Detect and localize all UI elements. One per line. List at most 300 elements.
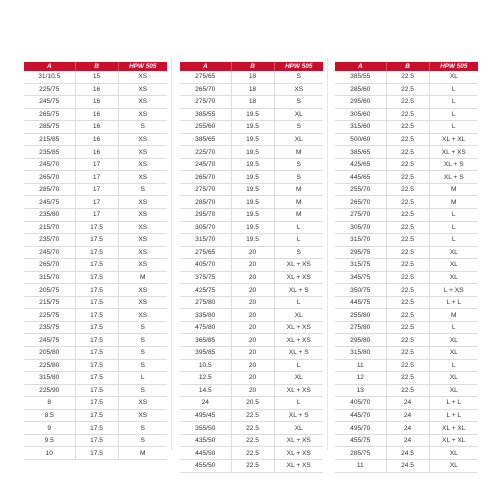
cell-size-a: 275/80 (335, 321, 386, 334)
cell-size-b: 17.5 (75, 434, 118, 447)
cell-size-b: 19.5 (231, 221, 274, 234)
cell-size-a: 285/70 (180, 196, 231, 209)
cell-size-a: 455/50 (180, 459, 231, 472)
table-row (335, 71, 478, 83)
cell-size-b: 22.5 (386, 284, 429, 297)
cell-hpw-505: XS (118, 146, 167, 159)
cell-hpw-505: XS (118, 158, 167, 171)
table-header-row (180, 62, 323, 71)
cell-hpw-505: XL (429, 246, 478, 259)
cell-hpw-505: S (118, 384, 167, 397)
cell-size-b: 16 (75, 121, 118, 134)
column-header-hpw: HPW 505 (274, 62, 323, 71)
cell-size-b: 18 (231, 96, 274, 109)
table-row (335, 209, 478, 222)
cell-size-a: 500/60 (335, 133, 386, 146)
cell-size-b: 22.5 (386, 83, 429, 96)
column-header-b: B (231, 62, 274, 71)
cell-size-b: 22.5 (386, 334, 429, 347)
cell-hpw-505: XL (429, 259, 478, 272)
cell-hpw-505: L (429, 96, 478, 109)
cell-size-b: 17.5 (75, 359, 118, 372)
cell-size-a: 255/60 (180, 121, 231, 134)
table-header-row (24, 62, 167, 71)
table-row (335, 221, 478, 234)
cell-size-b: 19.5 (231, 183, 274, 196)
table-row (180, 271, 323, 284)
table-row (335, 359, 478, 372)
column-header-b: B (386, 62, 429, 71)
table-row (335, 171, 478, 184)
cell-size-a: 245/70 (24, 158, 75, 171)
cell-size-b: 17.5 (75, 397, 118, 410)
table-row (180, 284, 323, 297)
cell-hpw-505: L (429, 321, 478, 334)
cell-hpw-505: L + L (429, 296, 478, 309)
cell-hpw-505: XS (118, 259, 167, 272)
cell-size-b: 24 (386, 397, 429, 410)
cell-hpw-505: L (429, 108, 478, 121)
cell-size-b: 20 (231, 334, 274, 347)
cell-hpw-505: XS (118, 171, 167, 184)
cell-hpw-505: XL + XS (274, 434, 323, 447)
cell-hpw-505: XS (118, 96, 167, 109)
cell-hpw-505: L (274, 221, 323, 234)
cell-hpw-505: L (274, 397, 323, 410)
table-row (24, 372, 167, 385)
cell-size-b: 20 (231, 271, 274, 284)
cell-size-a: 265/70 (180, 83, 231, 96)
cell-size-b: 20 (231, 372, 274, 385)
table-row (24, 334, 167, 347)
table-row (335, 234, 478, 247)
table-row (335, 372, 478, 385)
column-header-hpw: HPW 505 (118, 62, 167, 71)
cell-hpw-505: XL (429, 384, 478, 397)
cell-size-a: 265/70 (24, 171, 75, 184)
cell-hpw-505: XL + S (274, 409, 323, 422)
cell-hpw-505: XL (274, 309, 323, 322)
cell-hpw-505: XL + S (429, 158, 478, 171)
table-row (335, 96, 478, 109)
table-row (335, 83, 478, 96)
cell-hpw-505: XL (429, 347, 478, 360)
table-row (24, 321, 167, 334)
cell-hpw-505: XL + S (429, 171, 478, 184)
cell-hpw-505: S (118, 347, 167, 360)
cell-size-b: 17.5 (75, 246, 118, 259)
cell-size-b: 17 (75, 209, 118, 222)
cell-size-a: 255/70 (335, 183, 386, 196)
column-header-b: B (75, 62, 118, 71)
table-row (180, 259, 323, 272)
column-divider-right (327, 58, 328, 450)
cell-size-a: 335/80 (180, 309, 231, 322)
cell-size-b: 22.5 (386, 259, 429, 272)
cell-size-a: 9 (24, 422, 75, 435)
table-row (335, 271, 478, 284)
cell-size-a: 285/70 (24, 183, 75, 196)
cell-size-b: 22.5 (386, 108, 429, 121)
cell-hpw-505: XS (118, 397, 167, 410)
cell-size-a: 245/75 (24, 96, 75, 109)
cell-size-b: 17.5 (75, 284, 118, 297)
table-row (24, 309, 167, 322)
table-row (24, 108, 167, 121)
cell-hpw-505: S (118, 183, 167, 196)
cell-size-a: 275/65 (180, 246, 231, 259)
table-row (180, 83, 323, 96)
cell-size-a: 295/75 (335, 246, 386, 259)
cell-hpw-505: L (274, 296, 323, 309)
cell-size-b: 19.5 (231, 234, 274, 247)
cell-hpw-505: XL (429, 447, 478, 460)
cell-size-a: 275/65 (180, 71, 231, 83)
table-row (180, 372, 323, 385)
table-row (335, 459, 478, 472)
table-row (180, 196, 323, 209)
cell-size-b: 17.5 (75, 384, 118, 397)
cell-size-a: 350/75 (335, 284, 386, 297)
cell-size-b: 17.5 (75, 234, 118, 247)
cell-hpw-505: XL (429, 459, 478, 472)
table-row (24, 271, 167, 284)
cell-size-a: 205/80 (24, 347, 75, 360)
cell-size-a: 235/75 (24, 321, 75, 334)
cell-size-b: 19.5 (231, 171, 274, 184)
table-row (180, 459, 323, 472)
cell-size-b: 17 (75, 183, 118, 196)
cell-size-b: 20 (231, 309, 274, 322)
cell-size-b: 15 (75, 71, 118, 83)
cell-size-a: 14.5 (180, 384, 231, 397)
cell-hpw-505: XS (118, 196, 167, 209)
table-row (335, 321, 478, 334)
cell-size-b: 22.5 (386, 221, 429, 234)
cell-size-a: 345/75 (335, 271, 386, 284)
table-row (335, 334, 478, 347)
table-row (24, 246, 167, 259)
cell-hpw-505: S (118, 359, 167, 372)
table-row (180, 96, 323, 109)
table-row (180, 309, 323, 322)
cell-size-b: 17.5 (75, 309, 118, 322)
cell-size-b: 22.5 (231, 447, 274, 460)
cell-size-a: 275/80 (180, 296, 231, 309)
cell-size-a: 495/45 (180, 409, 231, 422)
cell-size-a: 245/70 (180, 158, 231, 171)
cell-size-b: 16 (75, 133, 118, 146)
cell-size-a: 305/60 (335, 108, 386, 121)
cell-hpw-505: XL (429, 71, 478, 83)
cell-size-a: 445/70 (335, 409, 386, 422)
table-row (335, 121, 478, 134)
cell-hpw-505: L (429, 209, 478, 222)
cell-size-b: 20 (231, 296, 274, 309)
table-row (24, 71, 167, 83)
cell-size-b: 22.5 (386, 158, 429, 171)
cell-hpw-505: L (429, 221, 478, 234)
cell-hpw-505: L + L (429, 409, 478, 422)
cell-size-a: 235/85 (24, 146, 75, 159)
table-row (335, 196, 478, 209)
cell-hpw-505: XL + XL (429, 133, 478, 146)
cell-hpw-505: M (429, 183, 478, 196)
cell-size-b: 22.5 (386, 321, 429, 334)
cell-size-b: 17.5 (75, 321, 118, 334)
cell-hpw-505: XL (429, 271, 478, 284)
cell-hpw-505: L (118, 372, 167, 385)
cell-size-a: 9.5 (24, 434, 75, 447)
table-row (180, 409, 323, 422)
cell-size-a: 245/75 (24, 334, 75, 347)
cell-hpw-505: XS (274, 83, 323, 96)
table-row (24, 384, 167, 397)
cell-hpw-505: S (274, 121, 323, 134)
table-row (24, 209, 167, 222)
cell-size-b: 20 (231, 246, 274, 259)
cell-size-a: 385/65 (180, 133, 231, 146)
table-row (180, 234, 323, 247)
cell-size-a: 285/75 (335, 447, 386, 460)
cell-size-b: 20 (231, 359, 274, 372)
cell-size-a: 295/70 (180, 209, 231, 222)
cell-size-b: 22.5 (386, 234, 429, 247)
cell-hpw-505: S (274, 71, 323, 83)
cell-size-b: 22.5 (231, 422, 274, 435)
cell-size-a: 275/70 (180, 183, 231, 196)
cell-hpw-505: S (274, 246, 323, 259)
table-row (335, 133, 478, 146)
cell-size-a: 265/70 (335, 196, 386, 209)
cell-hpw-505: XS (118, 71, 167, 83)
table-row (180, 133, 323, 146)
table-row (24, 397, 167, 410)
cell-size-b: 17.5 (75, 271, 118, 284)
cell-size-a: 205/75 (24, 284, 75, 297)
cell-hpw-505: XS (118, 309, 167, 322)
cell-hpw-505: S (274, 171, 323, 184)
cell-hpw-505: XS (118, 209, 167, 222)
cell-hpw-505: S (118, 334, 167, 347)
cell-size-b: 19.5 (231, 158, 274, 171)
cell-size-b: 17.5 (75, 221, 118, 234)
table-row (24, 296, 167, 309)
table-row (335, 146, 478, 159)
cell-size-a: 245/70 (24, 246, 75, 259)
cell-size-b: 17.5 (75, 447, 118, 460)
table-row (180, 334, 323, 347)
column-header-a: A (180, 62, 231, 71)
cell-hpw-505: XL + XS (274, 384, 323, 397)
table-row (180, 171, 323, 184)
cell-size-b: 17.5 (75, 372, 118, 385)
table-row (335, 384, 478, 397)
cell-size-b: 18 (231, 71, 274, 83)
cell-size-a: 425/65 (335, 158, 386, 171)
cell-size-b: 24.5 (386, 459, 429, 472)
cell-hpw-505: S (274, 158, 323, 171)
cell-size-b: 22.5 (231, 409, 274, 422)
cell-size-b: 19.5 (231, 196, 274, 209)
table-row (180, 209, 323, 222)
cell-size-a: 265/70 (24, 259, 75, 272)
cell-size-a: 215/85 (24, 133, 75, 146)
cell-size-a: 315/75 (335, 259, 386, 272)
table-row (180, 397, 323, 410)
table-row (180, 321, 323, 334)
table-row (180, 384, 323, 397)
cell-hpw-505: XL + XS (429, 146, 478, 159)
cell-size-a: 315/70 (24, 271, 75, 284)
table-row (180, 121, 323, 134)
cell-size-a: 385/55 (335, 71, 386, 83)
cell-hpw-505: XL (429, 372, 478, 385)
table-row (180, 347, 323, 360)
table-row (180, 158, 323, 171)
cell-size-a: 495/70 (335, 422, 386, 435)
size-table-3 (335, 62, 478, 473)
table-row (335, 246, 478, 259)
cell-hpw-505: XL + XS (274, 259, 323, 272)
cell-size-b: 19.5 (231, 121, 274, 134)
table-row (180, 221, 323, 234)
cell-hpw-505: L + XS (429, 284, 478, 297)
cell-size-a: 315/70 (335, 234, 386, 247)
cell-hpw-505: XS (118, 409, 167, 422)
table-row (335, 422, 478, 435)
cell-size-a: 355/50 (180, 422, 231, 435)
table-row (24, 96, 167, 109)
table-row (24, 347, 167, 360)
cell-size-b: 16 (75, 146, 118, 159)
cell-size-a: 425/75 (180, 284, 231, 297)
cell-size-a: 315/70 (180, 234, 231, 247)
table-row (180, 183, 323, 196)
table-row (24, 434, 167, 447)
cell-size-a: 285/60 (335, 83, 386, 96)
table-row (24, 171, 167, 184)
cell-size-b: 17.5 (75, 409, 118, 422)
cell-hpw-505: XL + XL (429, 434, 478, 447)
cell-size-b: 22.5 (386, 309, 429, 322)
cell-hpw-505: S (118, 321, 167, 334)
cell-size-b: 16 (75, 108, 118, 121)
cell-size-b: 22.5 (386, 271, 429, 284)
cell-size-a: 315/80 (335, 347, 386, 360)
cell-size-b: 24 (386, 422, 429, 435)
table-row (335, 183, 478, 196)
table-row (24, 146, 167, 159)
cell-hpw-505: XS (118, 246, 167, 259)
cell-hpw-505: XS (118, 133, 167, 146)
cell-size-b: 22.5 (386, 384, 429, 397)
cell-hpw-505: M (429, 309, 478, 322)
table-row (335, 397, 478, 410)
table-row (24, 259, 167, 272)
cell-size-b: 22.5 (386, 296, 429, 309)
table-row (335, 347, 478, 360)
cell-hpw-505: XS (118, 284, 167, 297)
cell-hpw-505: L + L (429, 397, 478, 410)
cell-hpw-505: L (429, 83, 478, 96)
cell-size-a: 255/80 (335, 309, 386, 322)
cell-size-a: 285/75 (24, 121, 75, 134)
table-row (24, 158, 167, 171)
cell-size-a: 245/75 (24, 196, 75, 209)
cell-size-b: 20 (231, 384, 274, 397)
cell-size-b: 22.5 (386, 171, 429, 184)
table-row (335, 409, 478, 422)
table-row (24, 221, 167, 234)
cell-size-b: 22.5 (386, 121, 429, 134)
table-row (24, 83, 167, 96)
cell-size-a: 24 (180, 397, 231, 410)
cell-size-b: 22.5 (231, 434, 274, 447)
cell-hpw-505: XL (274, 108, 323, 121)
cell-size-a: 305/70 (335, 221, 386, 234)
cell-hpw-505: S (118, 422, 167, 435)
cell-size-b: 20.5 (231, 397, 274, 410)
cell-size-b: 22.5 (386, 183, 429, 196)
cell-size-a: 225/75 (24, 83, 75, 96)
cell-hpw-505: XL (429, 334, 478, 347)
cell-hpw-505: XL + S (274, 347, 323, 360)
table-row (180, 447, 323, 460)
cell-size-b: 20 (231, 321, 274, 334)
cell-hpw-505: XS (118, 234, 167, 247)
table-row (180, 146, 323, 159)
cell-hpw-505: XS (118, 83, 167, 96)
cell-size-b: 19.5 (231, 146, 274, 159)
cell-size-a: 11 (335, 459, 386, 472)
cell-size-a: 225/70 (180, 146, 231, 159)
table-row (180, 434, 323, 447)
cell-hpw-505: XL + XS (274, 321, 323, 334)
table-row (24, 447, 167, 460)
cell-size-a: 235/70 (24, 234, 75, 247)
cell-size-b: 17.5 (75, 259, 118, 272)
cell-size-a: 445/65 (335, 171, 386, 184)
cell-size-b: 19.5 (231, 108, 274, 121)
cell-size-a: 275/70 (180, 96, 231, 109)
cell-hpw-505: M (429, 196, 478, 209)
cell-size-a: 215/75 (24, 296, 75, 309)
table-row (180, 108, 323, 121)
cell-size-a: 225/75 (24, 309, 75, 322)
cell-size-a: 11 (335, 359, 386, 372)
cell-hpw-505: M (274, 196, 323, 209)
table-row (335, 108, 478, 121)
table-row (24, 409, 167, 422)
cell-size-a: 295/80 (335, 334, 386, 347)
table-row (180, 422, 323, 435)
column-divider-left (171, 58, 172, 450)
cell-size-a: 385/65 (335, 146, 386, 159)
cell-size-a: 10 (24, 447, 75, 460)
table-row (24, 234, 167, 247)
cell-size-b: 24.5 (386, 447, 429, 460)
column-header-a: A (24, 62, 75, 71)
cell-hpw-505: L (429, 234, 478, 247)
cell-size-a: 315/60 (335, 121, 386, 134)
size-table-2 (180, 62, 323, 473)
cell-hpw-505: M (118, 447, 167, 460)
cell-size-a: 475/80 (180, 321, 231, 334)
table-row (24, 183, 167, 196)
cell-size-a: 225/90 (24, 384, 75, 397)
cell-hpw-505: M (118, 271, 167, 284)
